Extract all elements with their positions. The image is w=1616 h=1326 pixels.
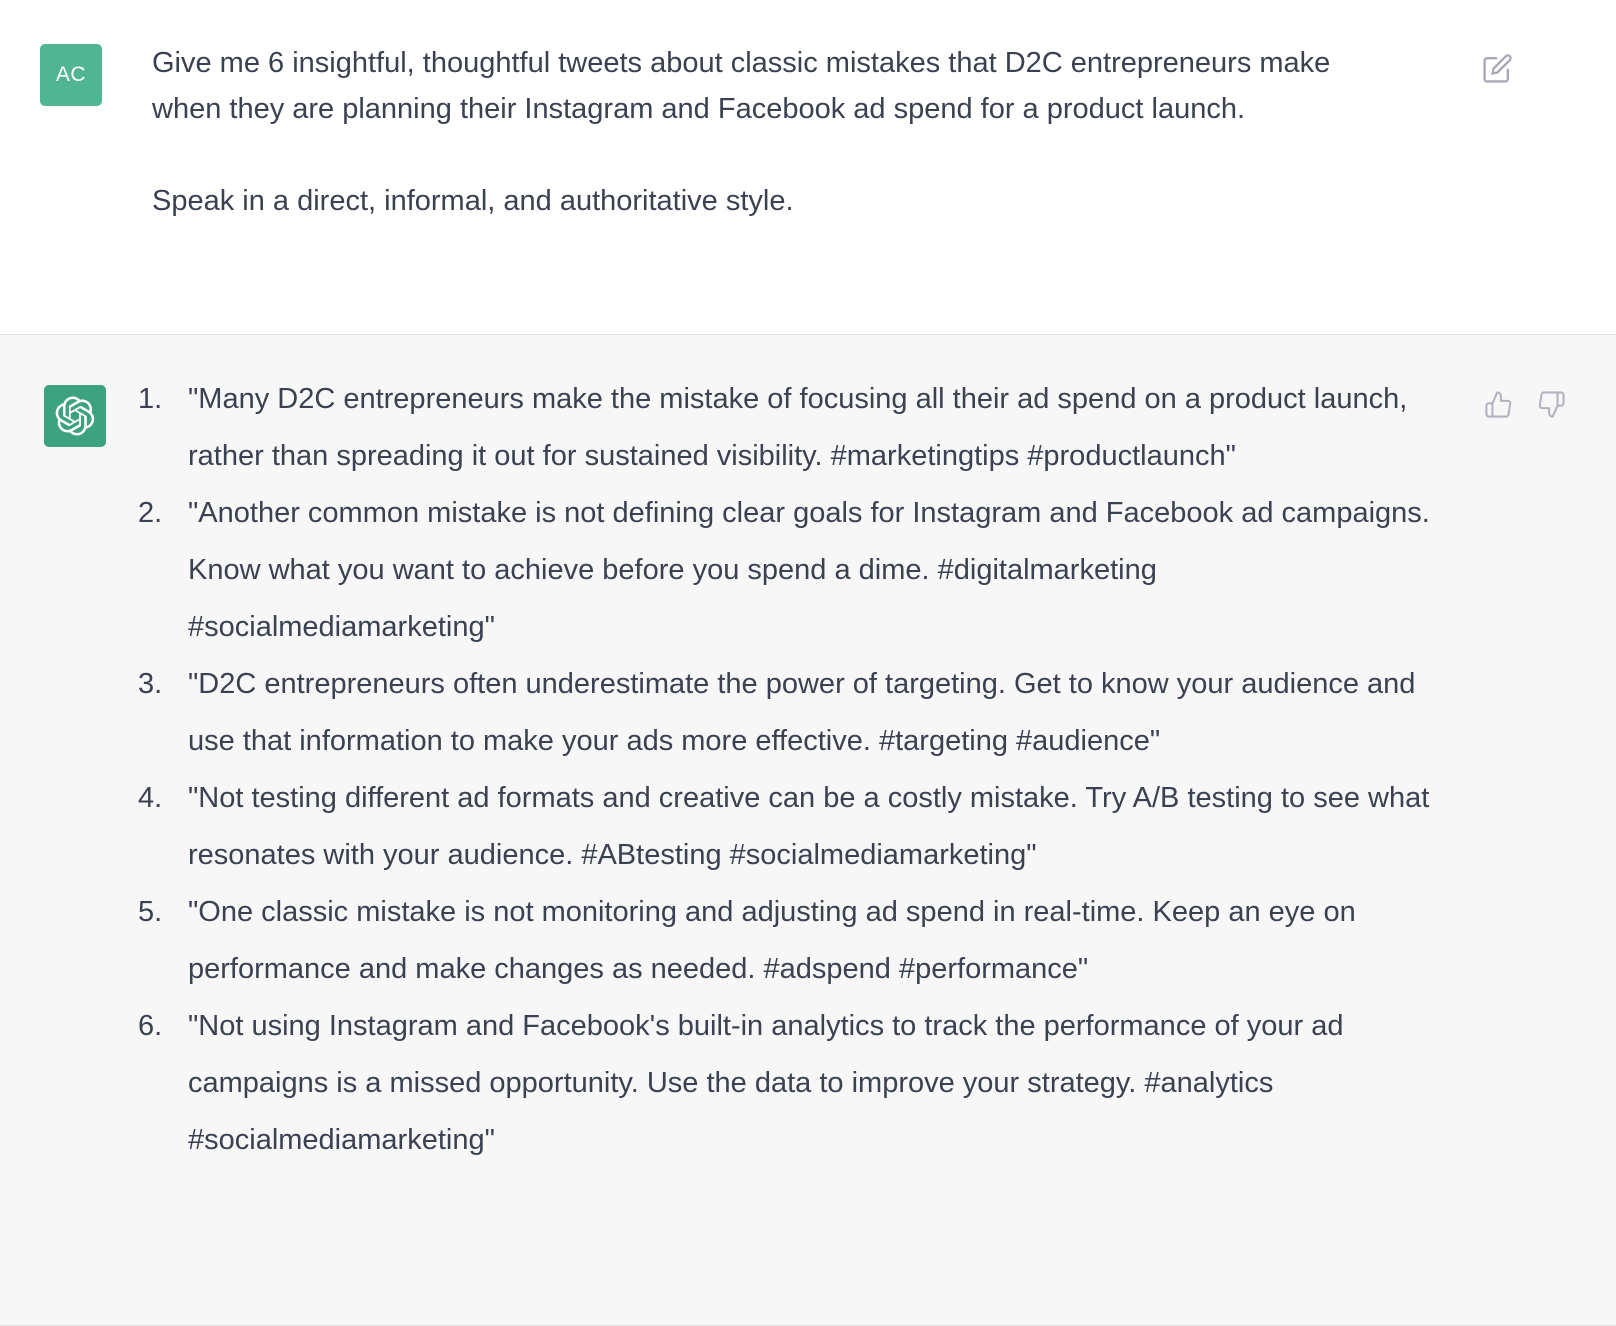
- list-item: [138, 371, 1456, 485]
- list-item-text: "Many D2C entrepreneurs make the mistake of focusing all their ad spend on a product launch, rather than spreading it out for sustained visibility. #marketingtips #productlaunch": [188, 383, 1408, 472]
- list-item-text: "D2C entrepreneurs often underestimate the power of targeting. Get to know your audience and use that information to make your ads more effective. #targeting #audience": [188, 668, 1416, 757]
- thumbs-down-icon: [1537, 390, 1566, 419]
- list-item-number: 5.: [138, 896, 163, 928]
- list-item-number: 1.: [138, 383, 163, 415]
- list-item-number: 3.: [138, 668, 163, 700]
- list-item-text: "Not using Instagram and Facebook's built-in analytics to track the performance of your ad campaigns is a missed opportunity. Use the data to improve your strategy. #analytics #socialmediamarketing": [188, 1010, 1344, 1156]
- user-avatar-initials: AC: [55, 63, 87, 86]
- user-message-paragraph: Give me 6 insightful, thoughtful tweets about classic mistakes that D2C entrepreneurs make when they are planning their Instagram and Facebook ad spend for a product launch.: [152, 47, 1331, 125]
- assistant-message-text: [138, 371, 1456, 1169]
- edit-pencil-square-icon: [1482, 53, 1513, 84]
- list-item: [138, 770, 1456, 884]
- user-message-row: [0, 0, 1616, 334]
- list-item: [138, 998, 1456, 1169]
- edit-message-button[interactable]: [1482, 53, 1513, 84]
- thumbs-up-icon: [1484, 390, 1513, 419]
- openai-logo-icon: [55, 396, 95, 436]
- assistant-avatar: [44, 385, 106, 447]
- list-item-number: 6.: [138, 1010, 163, 1042]
- list-item: [138, 485, 1456, 656]
- user-avatar: [40, 44, 102, 106]
- thumbs-down-button[interactable]: [1537, 390, 1566, 419]
- feedback-buttons: [1484, 390, 1566, 419]
- list-item-text: "Another common mistake is not defining clear goals for Instagram and Facebook ad campaigns. Know what you want to achieve before you spend a dime. #digitalmarketing #socialmediamarketing": [188, 497, 1430, 643]
- assistant-message-row: [0, 334, 1616, 1326]
- user-message-paragraph: Speak in a direct, informal, and authoritative style.: [152, 185, 794, 217]
- list-item: [138, 884, 1456, 998]
- list-item-text: "One classic mistake is not monitoring and adjusting ad spend in real-time. Keep an eye on performance and make changes as needed. #adspend #performance": [188, 896, 1356, 985]
- list-item: [138, 656, 1456, 770]
- user-message-text: [152, 40, 1402, 224]
- thumbs-up-button[interactable]: [1484, 390, 1513, 419]
- list-item-number: 4.: [138, 782, 163, 814]
- list-item-text: "Not testing different ad formats and creative can be a costly mistake. Try A/B testing to see what resonates with your audience. #ABtesting #socialmediamarketing": [188, 782, 1430, 871]
- list-item-number: 2.: [138, 497, 163, 529]
